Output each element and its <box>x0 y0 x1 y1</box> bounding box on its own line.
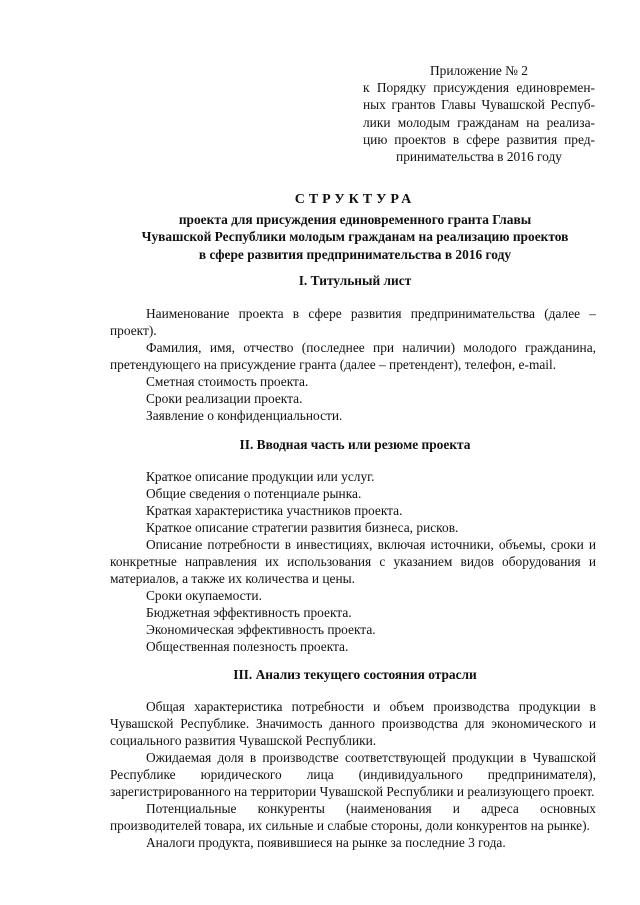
title-line-2: Чувашской Республики молодым гражданам на реализацию проектов <box>141 229 569 245</box>
title-main: СТРУКТУРА <box>294 192 416 207</box>
section-2-item: Краткое описание продукции или услуг. <box>146 469 375 484</box>
appendix-note <box>363 62 595 165</box>
section-1-item: Заявление о конфиденциальности. <box>146 408 343 423</box>
section-2-item: Сроки окупаемости. <box>146 588 262 603</box>
section-2-item: Экономическая эффективность проекта. <box>146 622 376 637</box>
section-3-item: Общая характеристика потребности и объем производства продукции в Чувашской Республике. Значимость данного производства для экономического и социального развития Чувашской Республики. <box>110 699 596 749</box>
appendix-body: к Порядку присуждения единовремен-ных грантов Главы Чувашской Респуб-лики молодым гражданам на реализа-цию проектов в сфере развития пред-принимательства в 2016 году <box>363 80 595 165</box>
title-line-3: в сфере развития предпринимательства в 2016 году <box>198 246 512 262</box>
section-1-item: Сроки реализации проекта. <box>146 391 303 406</box>
section-title-3: III. Анализ текущего состояния отрасли <box>233 667 477 682</box>
section-1-item: Фамилия, имя, отчество (последнее при наличии) молодого гражданина, претендующего на присуждение гранта (далее – претендент), телефон, e-mail. <box>110 340 596 373</box>
section-3-item: Потенциальные конкуренты (наименования и адреса основных производителей товара, их сильные и слабые стороны, доли конкурентов на рынке). <box>110 801 596 834</box>
section-2-item: Общественная полезность проекта. <box>146 639 349 654</box>
title-line-1: проекта для присуждения единовременного гранта Главы <box>178 212 532 228</box>
section-title-1: I. Титульный лист <box>298 273 412 288</box>
section-3-item: Аналоги продукта, появившиеся на рынке за последние 3 года. <box>146 835 506 850</box>
section-2-item: Краткое описание стратегии развития бизнеса, рисков. <box>146 520 459 535</box>
section-1-item: Наименование проекта в сфере развития предпринимательства (далее – проект). <box>110 306 596 339</box>
section-1-item: Сметная стоимость проекта. <box>146 374 309 389</box>
section-title-2: II. Вводная часть или резюме проекта <box>239 437 471 452</box>
section-3-item: Ожидаемая доля в производстве соответствующей продукции в Чувашской Республике юридического лица (индивидуального предпринимателя), зарегистрированного на территории Чувашской Республики и реализующего проект. <box>110 750 596 800</box>
section-2-item: Общие сведения о потенциале рынка. <box>146 486 362 501</box>
section-2-item: Краткая характеристика участников проекта. <box>146 503 403 518</box>
appendix-heading: Приложение № 2 <box>429 63 529 78</box>
document-title <box>110 191 600 263</box>
section-2-item: Бюджетная эффективность проекта. <box>146 605 352 620</box>
section-2-item: Описание потребности в инвестициях, включая источники, объемы, сроки и конкретные направления их использования с указанием видов оборудования и материалов, а также их количества и цены. <box>110 537 596 587</box>
